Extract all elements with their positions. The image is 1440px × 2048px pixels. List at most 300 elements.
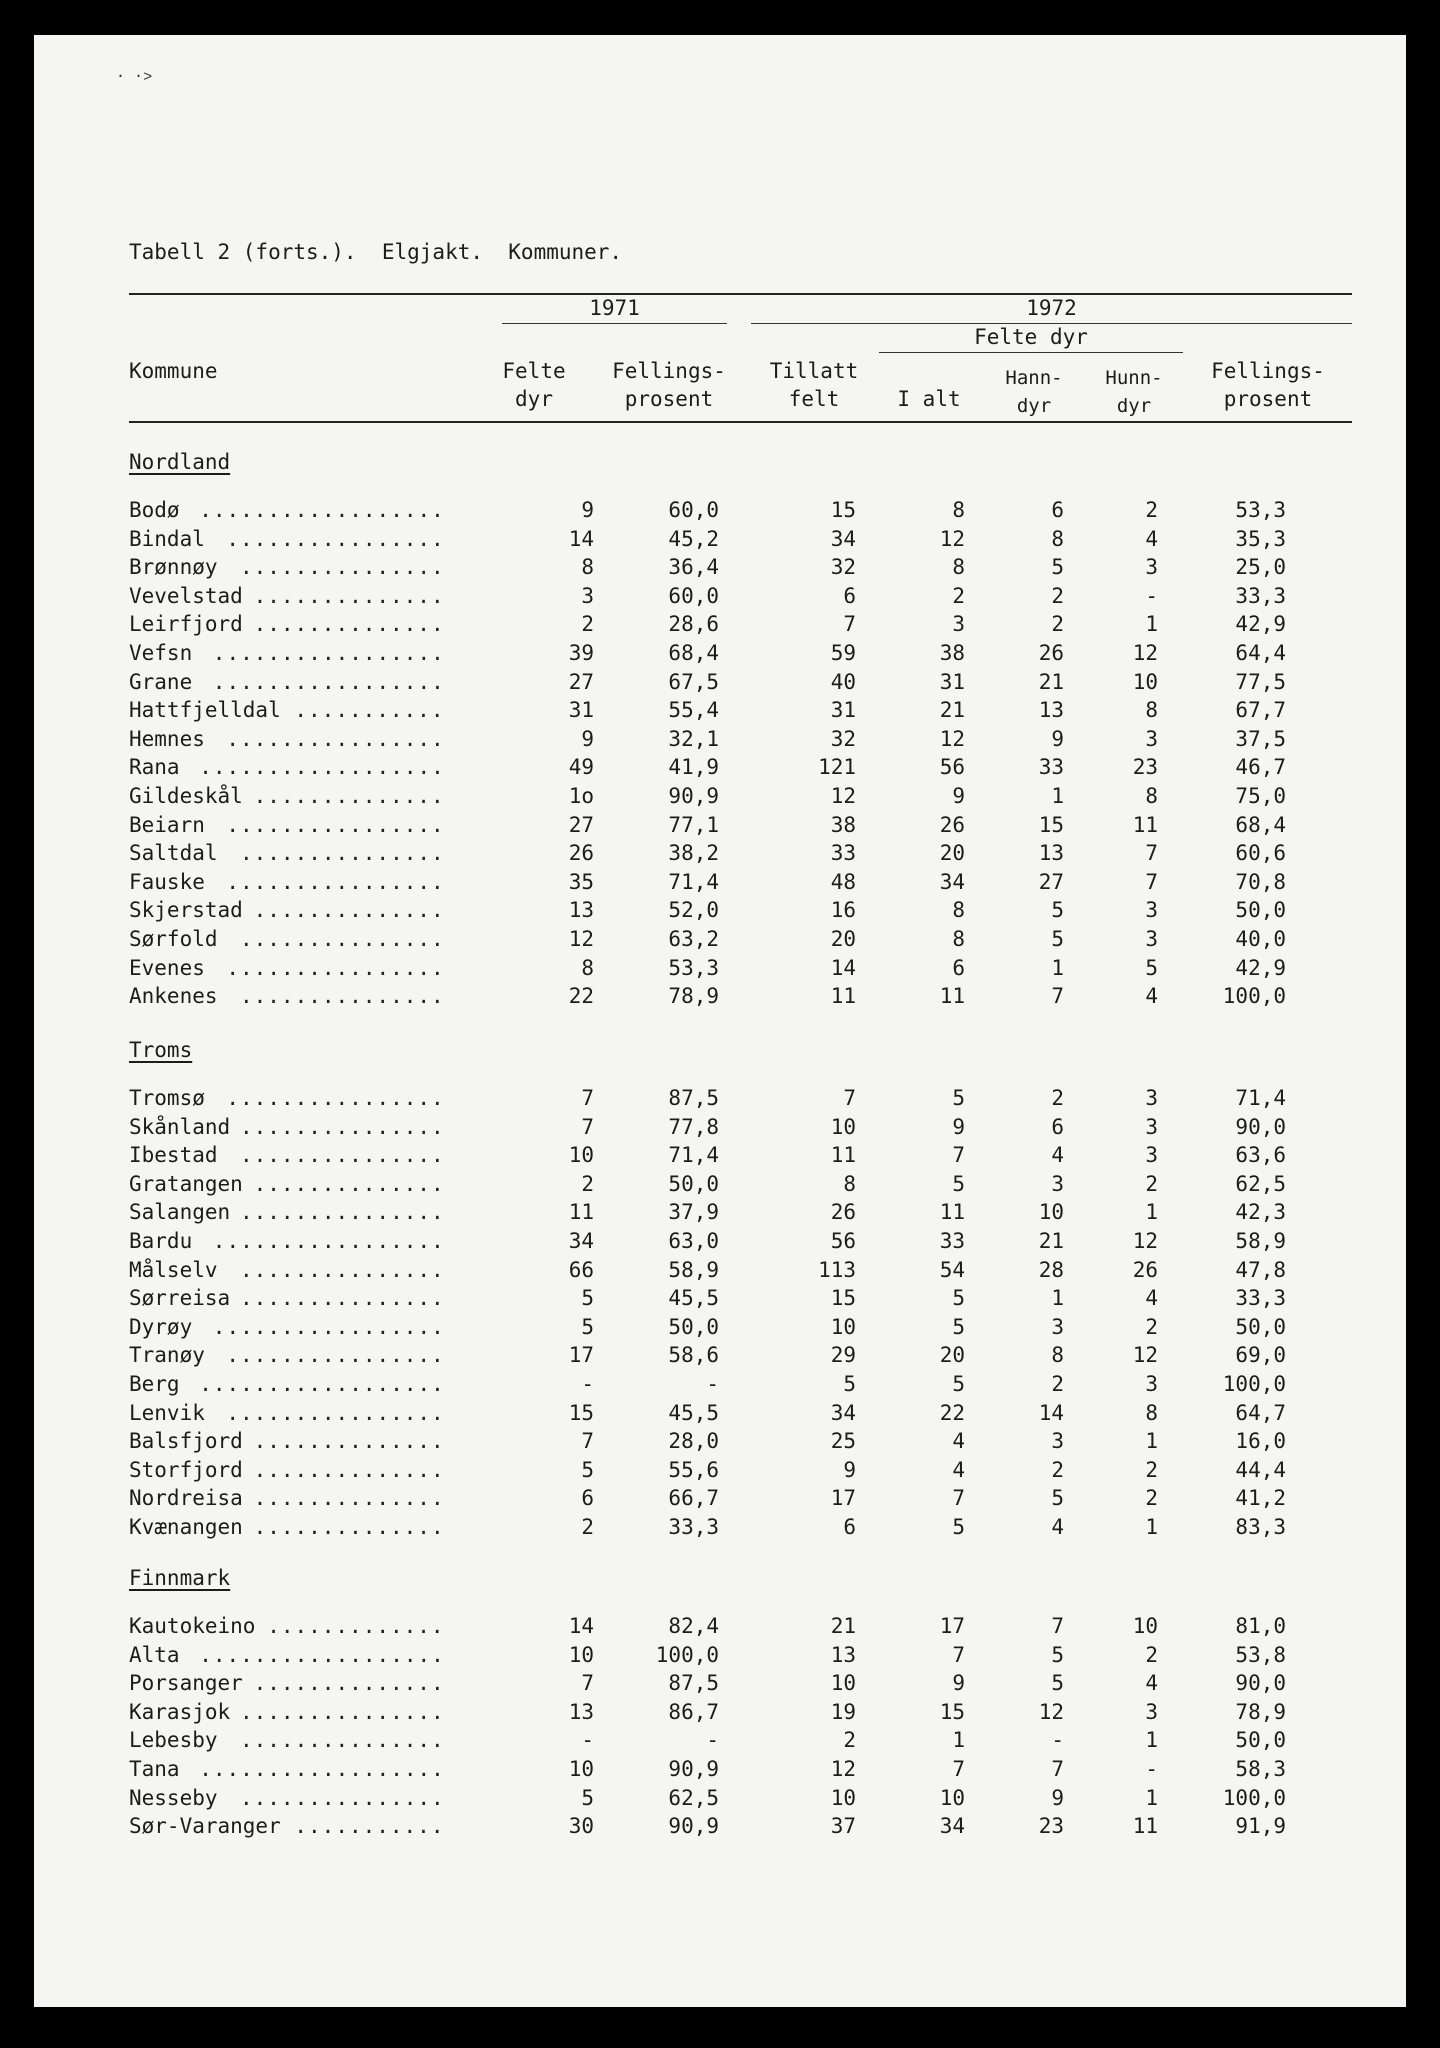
- dot-leader: ..................: [199, 1372, 445, 1396]
- cell-fellingsprosent-1971: 32,1: [668, 726, 719, 751]
- header-hunndyr-a: Hunn-: [1105, 367, 1163, 389]
- kommune-name: Balsfjord: [129, 1429, 243, 1454]
- table-row: [34, 1141, 1406, 1169]
- kommune-name: Skjerstad: [129, 898, 243, 923]
- kommune-name: Lebesby: [129, 1728, 218, 1753]
- cell-hanndyr: 8: [1051, 1343, 1064, 1368]
- cell-hanndyr: 8: [1051, 526, 1064, 551]
- cell-hanndyr: 3: [1051, 1171, 1064, 1196]
- cell-hunndyr: 1: [1145, 612, 1158, 637]
- cell-fellingsprosent-1971: 78,9: [668, 984, 719, 1009]
- cell-felte-dyr-1971: 27: [568, 812, 594, 837]
- table-row: [34, 639, 1406, 667]
- cell-fellingsprosent-1972: 44,4: [1235, 1457, 1286, 1482]
- cell-tillatt-felt: 10: [830, 1671, 856, 1696]
- cell-felte-dyr-1971: 34: [568, 1229, 594, 1253]
- dot-leader: ...............: [240, 1200, 445, 1225]
- cell-felte-dyr-1971: 26: [568, 841, 594, 866]
- cell-hanndyr: 9: [1051, 1785, 1064, 1810]
- dot-leader: .................: [212, 641, 445, 665]
- cell-felte-dyr-1971: 10: [568, 1642, 594, 1667]
- cell-hunndyr: 4: [1145, 984, 1158, 1009]
- cell-hanndyr: 26: [1038, 641, 1064, 665]
- cell-tillatt-felt: 11: [830, 984, 856, 1009]
- cell-felte-i-alt: 8: [952, 498, 965, 522]
- table-row: [34, 496, 1406, 524]
- table-row: [34, 1641, 1406, 1669]
- cell-fellingsprosent-1971: -: [706, 1372, 719, 1396]
- cell-tillatt-felt: 7: [843, 1086, 856, 1110]
- cell-fellingsprosent-1972: 63,6: [1235, 1143, 1286, 1168]
- dot-leader: ..............: [253, 1486, 445, 1511]
- cell-hanndyr: 12: [1038, 1699, 1064, 1724]
- cell-fellingsprosent-1972: 77,5: [1235, 669, 1286, 694]
- cell-hunndyr: 1: [1145, 1429, 1158, 1454]
- cell-felte-i-alt: 38: [939, 641, 965, 665]
- cell-felte-i-alt: 21: [939, 698, 965, 723]
- header-i-alt: I alt: [897, 387, 961, 411]
- dot-leader: ...............: [240, 1286, 445, 1311]
- cell-fellingsprosent-1972: 33,3: [1235, 1286, 1286, 1311]
- cell-fellingsprosent-1971: 58,6: [668, 1343, 719, 1368]
- cell-felte-i-alt: 26: [939, 812, 965, 837]
- cell-felte-dyr-1971: 6: [581, 1486, 594, 1511]
- cell-felte-i-alt: 8: [952, 555, 965, 580]
- cell-fellingsprosent-1971: 71,4: [668, 1143, 719, 1168]
- dot-leader: ..............: [253, 1457, 445, 1482]
- cell-fellingsprosent-1971: 36,4: [668, 555, 719, 580]
- cell-fellingsprosent-1971: 55,4: [668, 698, 719, 723]
- cell-tillatt-felt: 31: [830, 698, 856, 723]
- kommune-name: Evenes: [129, 955, 205, 980]
- cell-hunndyr: 3: [1145, 927, 1158, 951]
- cell-felte-dyr-1971: 22: [568, 984, 594, 1009]
- cell-hanndyr: 21: [1038, 669, 1064, 694]
- cell-felte-dyr-1971: 7: [581, 1086, 594, 1110]
- cell-felte-dyr-1971: 1o: [568, 784, 594, 808]
- cell-felte-dyr-1971: 13: [568, 1699, 594, 1724]
- cell-felte-i-alt: 15: [939, 1699, 965, 1724]
- cell-hunndyr: 12: [1132, 641, 1158, 665]
- dot-leader: ...............: [240, 927, 445, 951]
- table-row: [34, 1370, 1406, 1398]
- cell-tillatt-felt: 15: [830, 498, 856, 522]
- cell-hunndyr: 2: [1145, 1642, 1158, 1667]
- cell-fellingsprosent-1972: 81,0: [1235, 1614, 1286, 1638]
- cell-tillatt-felt: 11: [830, 1143, 856, 1168]
- table-row: [34, 1812, 1406, 1840]
- cell-tillatt-felt: 34: [830, 1400, 856, 1425]
- cell-hanndyr: 2: [1051, 1457, 1064, 1482]
- table-row: [34, 1170, 1406, 1198]
- header-year-1971: 1971: [589, 296, 640, 320]
- kommune-name: Saltdal: [129, 841, 218, 866]
- kommune-name: Gildeskål: [129, 784, 243, 808]
- dot-leader: ................: [226, 726, 445, 751]
- cell-fellingsprosent-1972: 41,2: [1235, 1486, 1286, 1511]
- cell-felte-i-alt: 10: [939, 1785, 965, 1810]
- cell-felte-dyr-1971: -: [581, 1372, 594, 1396]
- cell-hunndyr: 2: [1145, 1486, 1158, 1511]
- dot-leader: ..............: [253, 1171, 445, 1196]
- cell-felte-dyr-1971: 5: [581, 1286, 594, 1311]
- cell-hanndyr: 2: [1051, 583, 1064, 608]
- cell-hanndyr: 13: [1038, 841, 1064, 866]
- cell-hanndyr: 15: [1038, 812, 1064, 837]
- cell-felte-i-alt: 56: [939, 755, 965, 780]
- cell-hanndyr: 4: [1051, 1515, 1064, 1539]
- cell-fellingsprosent-1971: -: [706, 1728, 719, 1753]
- section-heading: Troms: [129, 1038, 193, 1062]
- cell-felte-dyr-1971: 9: [581, 726, 594, 751]
- cell-felte-dyr-1971: 5: [581, 1314, 594, 1339]
- cell-felte-dyr-1971: 13: [568, 898, 594, 923]
- cell-fellingsprosent-1972: 42,9: [1235, 955, 1286, 980]
- cell-fellingsprosent-1971: 90,9: [668, 784, 719, 808]
- cell-hanndyr: 5: [1051, 927, 1064, 951]
- cell-felte-dyr-1971: 15: [568, 1400, 594, 1425]
- cell-hanndyr: 10: [1038, 1200, 1064, 1225]
- cell-fellingsprosent-1972: 90,0: [1235, 1671, 1286, 1696]
- cell-hanndyr: 5: [1051, 1671, 1064, 1696]
- cell-hunndyr: 12: [1132, 1229, 1158, 1253]
- cell-tillatt-felt: 21: [830, 1614, 856, 1638]
- cell-tillatt-felt: 10: [830, 1314, 856, 1339]
- kommune-name: Bindal: [129, 526, 205, 551]
- cell-fellingsprosent-1971: 90,9: [668, 1814, 719, 1839]
- table-row: [34, 896, 1406, 924]
- rule-felte-dyr: [879, 352, 1183, 353]
- cell-felte-i-alt: 20: [939, 1343, 965, 1368]
- table-row: [34, 925, 1406, 953]
- table-row: [34, 725, 1406, 753]
- table-row: [34, 1726, 1406, 1754]
- table-row: [34, 1227, 1406, 1255]
- cell-hunndyr: 3: [1145, 1372, 1158, 1396]
- header-fellingsprosent-1971-b: prosent: [624, 387, 714, 411]
- dot-leader: ...........: [294, 1814, 445, 1839]
- cell-felte-dyr-1971: 66: [568, 1257, 594, 1282]
- table-row: [34, 868, 1406, 896]
- dot-leader: ..............: [253, 1429, 445, 1454]
- cell-felte-i-alt: 6: [952, 955, 965, 980]
- table-row: [34, 1669, 1406, 1697]
- table-row: [34, 1698, 1406, 1726]
- cell-hunndyr: 26: [1132, 1257, 1158, 1282]
- cell-tillatt-felt: 8: [843, 1171, 856, 1196]
- kommune-name: Karasjok: [129, 1699, 231, 1724]
- cell-fellingsprosent-1971: 45,5: [668, 1400, 719, 1425]
- cell-fellingsprosent-1972: 69,0: [1235, 1343, 1286, 1368]
- cell-fellingsprosent-1971: 60,0: [668, 498, 719, 522]
- kommune-name: Tana: [129, 1757, 180, 1781]
- header-hunndyr-b: dyr: [1116, 395, 1152, 417]
- cell-tillatt-felt: 2: [843, 1728, 856, 1753]
- cell-fellingsprosent-1972: 42,9: [1235, 612, 1286, 637]
- cell-hanndyr: 3: [1051, 1429, 1064, 1454]
- dot-leader: ................: [226, 1086, 445, 1110]
- cell-hanndyr: 3: [1051, 1314, 1064, 1339]
- cell-hunndyr: 3: [1145, 555, 1158, 580]
- cell-fellingsprosent-1972: 53,3: [1235, 498, 1286, 522]
- cell-tillatt-felt: 20: [830, 927, 856, 951]
- cell-tillatt-felt: 32: [830, 555, 856, 580]
- cell-tillatt-felt: 19: [830, 1699, 856, 1724]
- cell-fellingsprosent-1971: 100,0: [655, 1642, 719, 1667]
- cell-felte-i-alt: 5: [952, 1171, 965, 1196]
- cell-fellingsprosent-1972: 35,3: [1235, 526, 1286, 551]
- cell-tillatt-felt: 48: [830, 869, 856, 894]
- cell-felte-dyr-1971: 2: [581, 612, 594, 637]
- cell-fellingsprosent-1971: 71,4: [668, 869, 719, 894]
- dot-leader: ................: [226, 869, 445, 894]
- cell-fellingsprosent-1972: 67,7: [1235, 698, 1286, 723]
- cell-fellingsprosent-1972: 71,4: [1235, 1086, 1286, 1110]
- cell-hunndyr: 8: [1145, 1400, 1158, 1425]
- kommune-name: Nordreisa: [129, 1486, 243, 1511]
- table-row: [34, 1256, 1406, 1284]
- cell-felte-i-alt: 34: [939, 869, 965, 894]
- cell-fellingsprosent-1972: 83,3: [1235, 1515, 1286, 1539]
- dot-leader: ..............: [253, 583, 445, 608]
- cell-hanndyr: 2: [1051, 1086, 1064, 1110]
- cell-fellingsprosent-1972: 50,0: [1235, 1728, 1286, 1753]
- cell-felte-dyr-1971: 7: [581, 1429, 594, 1454]
- header-year-1972: 1972: [1026, 296, 1077, 320]
- cell-hunndyr: 7: [1145, 869, 1158, 894]
- cell-felte-dyr-1971: 11: [568, 1200, 594, 1225]
- cell-fellingsprosent-1971: 67,5: [668, 669, 719, 694]
- cell-fellingsprosent-1972: 91,9: [1235, 1814, 1286, 1839]
- cell-fellingsprosent-1972: 90,0: [1235, 1114, 1286, 1139]
- kommune-name: Leirfjord: [129, 612, 243, 637]
- dot-leader: .............: [267, 1614, 445, 1638]
- cell-hunndyr: 3: [1145, 898, 1158, 923]
- cell-fellingsprosent-1971: 66,7: [668, 1486, 719, 1511]
- kommune-name: Rana: [129, 755, 180, 780]
- cell-fellingsprosent-1971: 90,9: [668, 1757, 719, 1781]
- section-heading: Nordland: [129, 450, 231, 474]
- cell-hanndyr: 1: [1051, 955, 1064, 980]
- cell-tillatt-felt: 12: [830, 1757, 856, 1781]
- cell-tillatt-felt: 121: [818, 755, 856, 780]
- cell-hanndyr: 1: [1051, 784, 1064, 808]
- cell-felte-dyr-1971: 10: [568, 1143, 594, 1168]
- cell-tillatt-felt: 15: [830, 1286, 856, 1311]
- table-row: [34, 1284, 1406, 1312]
- cell-hanndyr: 33: [1038, 755, 1064, 780]
- dot-leader: ...............: [240, 1143, 445, 1168]
- kommune-name: Vevelstad: [129, 583, 243, 608]
- cell-fellingsprosent-1971: 87,5: [668, 1086, 719, 1110]
- cell-fellingsprosent-1972: 42,3: [1235, 1200, 1286, 1225]
- cell-felte-i-alt: 54: [939, 1257, 965, 1282]
- kommune-name: Sør-Varanger: [129, 1814, 281, 1839]
- cell-tillatt-felt: 17: [830, 1486, 856, 1511]
- dot-leader: ................: [226, 1343, 445, 1368]
- cell-tillatt-felt: 16: [830, 898, 856, 923]
- cell-felte-dyr-1971: 14: [568, 526, 594, 551]
- cell-felte-dyr-1971: 31: [568, 698, 594, 723]
- dot-leader: ..................: [199, 1757, 445, 1781]
- cell-felte-dyr-1971: 5: [581, 1785, 594, 1810]
- cell-hunndyr: 3: [1145, 726, 1158, 751]
- kommune-name: Salangen: [129, 1200, 231, 1225]
- kommune-name: Nesseby: [129, 1785, 218, 1810]
- cell-felte-i-alt: 7: [952, 1486, 965, 1511]
- table-row: [34, 1513, 1406, 1541]
- cell-fellingsprosent-1971: 68,4: [668, 641, 719, 665]
- table-row: [34, 811, 1406, 839]
- kommune-name: Skånland: [129, 1114, 231, 1139]
- cell-fellingsprosent-1972: 78,9: [1235, 1699, 1286, 1724]
- cell-hanndyr: 28: [1038, 1257, 1064, 1282]
- cell-fellingsprosent-1972: 47,8: [1235, 1257, 1286, 1282]
- cell-hanndyr: 27: [1038, 869, 1064, 894]
- cell-hanndyr: 7: [1051, 1757, 1064, 1781]
- cell-felte-i-alt: 7: [952, 1757, 965, 1781]
- cell-tillatt-felt: 12: [830, 784, 856, 808]
- cell-felte-i-alt: 22: [939, 1400, 965, 1425]
- dot-leader: ................: [226, 955, 445, 980]
- cell-felte-i-alt: 4: [952, 1429, 965, 1454]
- cell-fellingsprosent-1972: 100,0: [1222, 1372, 1286, 1396]
- cell-tillatt-felt: 7: [843, 612, 856, 637]
- cell-fellingsprosent-1972: 40,0: [1235, 927, 1286, 951]
- cell-hunndyr: 2: [1145, 498, 1158, 522]
- kommune-name: Tromsø: [129, 1086, 205, 1110]
- cell-felte-dyr-1971: 5: [581, 1457, 594, 1482]
- cell-fellingsprosent-1972: 16,0: [1235, 1429, 1286, 1454]
- cell-hunndyr: -: [1145, 583, 1158, 608]
- kommune-name: Kvænangen: [129, 1515, 243, 1539]
- cell-fellingsprosent-1971: 63,0: [668, 1229, 719, 1253]
- kommune-name: Storfjord: [129, 1457, 243, 1482]
- cell-hunndyr: 12: [1132, 1343, 1158, 1368]
- cell-hunndyr: 11: [1132, 812, 1158, 837]
- table-row: [34, 1198, 1406, 1226]
- cell-hanndyr: 14: [1038, 1400, 1064, 1425]
- cell-tillatt-felt: 13: [830, 1642, 856, 1667]
- cell-hanndyr: 2: [1051, 1372, 1064, 1396]
- cell-fellingsprosent-1972: 50,0: [1235, 898, 1286, 923]
- table-row: [34, 1612, 1406, 1640]
- cell-fellingsprosent-1972: 33,3: [1235, 583, 1286, 608]
- dot-leader: .................: [212, 1229, 445, 1253]
- cell-fellingsprosent-1971: 87,5: [668, 1671, 719, 1696]
- cell-felte-dyr-1971: 2: [581, 1171, 594, 1196]
- dot-leader: ..................: [199, 755, 445, 780]
- table-row: [34, 553, 1406, 581]
- cell-felte-dyr-1971: 14: [568, 1614, 594, 1638]
- cell-felte-i-alt: 7: [952, 1143, 965, 1168]
- cell-tillatt-felt: 5: [843, 1372, 856, 1396]
- cell-hunndyr: 3: [1145, 1699, 1158, 1724]
- cell-hunndyr: 4: [1145, 1286, 1158, 1311]
- dot-leader: ...............: [240, 1785, 445, 1810]
- header-hanndyr-a: Hann-: [1005, 367, 1063, 389]
- table-caption: Tabell 2 (forts.). Elgjakt. Kommuner.: [129, 240, 623, 264]
- cell-hunndyr: 4: [1145, 1671, 1158, 1696]
- cell-hunndyr: 3: [1145, 1114, 1158, 1139]
- cell-hunndyr: 23: [1132, 755, 1158, 780]
- dot-leader: ...............: [240, 1728, 445, 1753]
- cell-hunndyr: 1: [1145, 1200, 1158, 1225]
- cell-hanndyr: 4: [1051, 1143, 1064, 1168]
- cell-felte-i-alt: 9: [952, 1114, 965, 1139]
- dot-leader: ..............: [253, 1515, 445, 1539]
- table-row: [34, 782, 1406, 810]
- cell-felte-i-alt: 5: [952, 1515, 965, 1539]
- table-row: [34, 1399, 1406, 1427]
- dot-leader: ...........: [294, 698, 445, 723]
- kommune-name: Fauske: [129, 869, 205, 894]
- cell-fellingsprosent-1971: 63,2: [668, 927, 719, 951]
- cell-hanndyr: 7: [1051, 984, 1064, 1009]
- cell-tillatt-felt: 56: [830, 1229, 856, 1253]
- dot-leader: ................: [226, 526, 445, 551]
- cell-hanndyr: 5: [1051, 1486, 1064, 1511]
- cell-hunndyr: 5: [1145, 955, 1158, 980]
- kommune-name: Hemnes: [129, 726, 205, 751]
- cell-felte-dyr-1971: 35: [568, 869, 594, 894]
- dot-leader: ..............: [253, 612, 445, 637]
- cell-hanndyr: 1: [1051, 1286, 1064, 1311]
- cell-felte-i-alt: 8: [952, 898, 965, 923]
- cell-fellingsprosent-1972: 64,7: [1235, 1400, 1286, 1425]
- cell-fellingsprosent-1971: 62,5: [668, 1785, 719, 1810]
- cell-hanndyr: 6: [1051, 1114, 1064, 1139]
- cell-fellingsprosent-1971: 77,8: [668, 1114, 719, 1139]
- cell-felte-i-alt: 17: [939, 1614, 965, 1638]
- cell-felte-i-alt: 7: [952, 1642, 965, 1667]
- dot-leader: ...............: [240, 555, 445, 580]
- section-heading: Finnmark: [129, 1566, 231, 1590]
- cell-fellingsprosent-1971: 37,9: [668, 1200, 719, 1225]
- cell-fellingsprosent-1971: 55,6: [668, 1457, 719, 1482]
- cell-felte-i-alt: 31: [939, 669, 965, 694]
- cell-fellingsprosent-1971: 28,0: [668, 1429, 719, 1454]
- cell-felte-dyr-1971: 10: [568, 1757, 594, 1781]
- cell-fellingsprosent-1972: 53,8: [1235, 1642, 1286, 1667]
- cell-fellingsprosent-1972: 50,0: [1235, 1314, 1286, 1339]
- cell-felte-dyr-1971: 2: [581, 1515, 594, 1539]
- cell-fellingsprosent-1971: 86,7: [668, 1699, 719, 1724]
- cell-tillatt-felt: 29: [830, 1343, 856, 1368]
- cell-hanndyr: 5: [1051, 1642, 1064, 1667]
- cell-fellingsprosent-1971: 50,0: [668, 1171, 719, 1196]
- kommune-name: Bodø: [129, 498, 180, 522]
- cell-tillatt-felt: 40: [830, 669, 856, 694]
- cell-felte-i-alt: 12: [939, 526, 965, 551]
- kommune-name: Porsanger: [129, 1671, 243, 1696]
- cell-tillatt-felt: 6: [843, 1515, 856, 1539]
- cell-fellingsprosent-1971: 38,2: [668, 841, 719, 866]
- cell-fellingsprosent-1972: 58,9: [1235, 1229, 1286, 1253]
- cell-fellingsprosent-1972: 60,6: [1235, 841, 1286, 866]
- cell-fellingsprosent-1972: 64,4: [1235, 641, 1286, 665]
- cell-hanndyr: 5: [1051, 898, 1064, 923]
- header-tillatt-felt-a: Tillatt: [769, 359, 859, 383]
- cell-felte-i-alt: 12: [939, 726, 965, 751]
- table-row: [34, 696, 1406, 724]
- cell-fellingsprosent-1971: 60,0: [668, 583, 719, 608]
- cell-fellingsprosent-1972: 100,0: [1222, 1785, 1286, 1810]
- table-row: [34, 1755, 1406, 1783]
- cell-tillatt-felt: 32: [830, 726, 856, 751]
- cell-fellingsprosent-1971: 53,3: [668, 955, 719, 980]
- dot-leader: .................: [212, 1314, 445, 1339]
